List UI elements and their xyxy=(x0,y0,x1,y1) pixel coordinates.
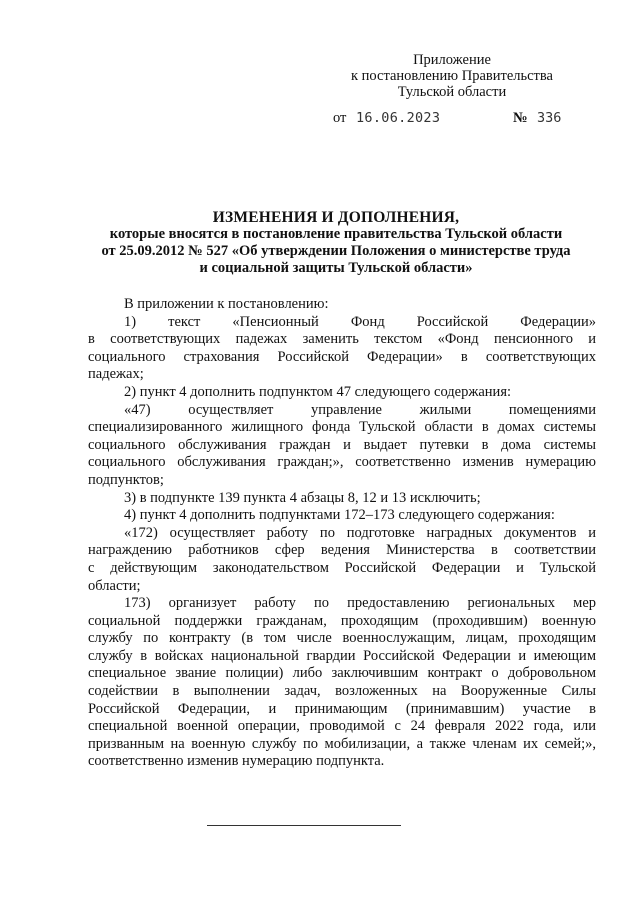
body-line: социального обслуживания граждан и выдает путевки в дома системы xyxy=(88,436,596,453)
body-line: В приложении к постановлению: xyxy=(124,296,329,312)
number-sign: № xyxy=(513,110,528,126)
appendix-line: Тульской области xyxy=(397,84,507,100)
date-number-line xyxy=(0,110,640,130)
document-body xyxy=(88,296,596,771)
body-line: области; xyxy=(88,577,141,594)
body-line: падежах; xyxy=(88,366,144,383)
body-line: содействии в выполнении задач, возложенных на Вооруженные Силы xyxy=(88,683,596,700)
body-line: 2) пункт 4 дополнить подпунктом 47 следующего содержания: xyxy=(124,383,512,400)
body-line: 1) текст «Пенсионный Фонд Российской Федерации» xyxy=(124,313,596,330)
appendix-block xyxy=(332,52,572,100)
body-line: специализированного жилищного фонда Тульской области в домах системы xyxy=(88,419,596,436)
closing-rule xyxy=(207,825,401,826)
body-line: с действующим законодательством Российской Федерации и Тульской xyxy=(88,559,596,576)
document-date: 16.06.2023 xyxy=(356,110,441,126)
appendix-line: к постановлению Правительства xyxy=(351,68,553,84)
body-line: в соответствующих падежах заменить текстом «Фонд пенсионного и xyxy=(88,331,596,348)
body-line: 4) пункт 4 дополнить подпунктами 172–173 следующего содержания: xyxy=(124,507,555,524)
body-line: службу в войсках национальной гвардии Российской Федерации и имеющим xyxy=(88,647,596,664)
body-line: Российской Федерации, и принимающим (принимавшим) участие в xyxy=(88,700,596,717)
title-line: которые вносятся в постановление правительства Тульской области xyxy=(109,226,563,242)
date-prefix: от xyxy=(333,110,347,126)
body-line: службу по контракту (в том числе военнослужащим, лицам, проходящим xyxy=(88,630,596,647)
appendix-line: Приложение xyxy=(413,52,491,68)
title-line: и социальной защиты Тульской области» xyxy=(199,260,473,276)
body-line: социального страхования Российской Федерации» в соответствующих xyxy=(88,348,596,365)
body-line: «47) осуществляет управление жилыми помещениями xyxy=(124,401,596,418)
body-line: «172) осуществляет работу по подготовке наградных документов и xyxy=(124,524,596,541)
body-line: 3) в подпункте 139 пункта 4 абзацы 8, 12 и 13 исключить; xyxy=(124,489,481,506)
body-line: специальное звание полиции) либо заключившим контракт о добровольном xyxy=(88,665,596,682)
document-title xyxy=(80,209,592,277)
body-line: специальной военной операции, проводимой с 24 февраля 2022 года, или xyxy=(88,718,596,735)
body-line: призванным на военную службу по мобилизации, а также членам их семей;», xyxy=(88,735,596,752)
body-line: социальной поддержки гражданам, проходящим (проходившим) военную xyxy=(88,612,596,629)
body-line: социального обслуживания граждан;», соответственно изменив нумерацию xyxy=(88,454,596,471)
body-line: награждению работников сфер ведения Министерства в соответствии xyxy=(88,542,596,559)
title-main: ИЗМЕНЕНИЯ И ДОПОЛНЕНИЯ, xyxy=(212,209,460,226)
title-line: от 25.09.2012 № 527 «Об утверждении Положения о министерстве труда xyxy=(101,243,571,259)
body-line: 173) организует работу по предоставлению региональных мер xyxy=(124,595,596,612)
body-line: соответственно изменив нумерацию подпункта. xyxy=(88,753,385,770)
body-line: подпунктов; xyxy=(88,471,164,488)
document-number: 336 xyxy=(537,110,562,126)
